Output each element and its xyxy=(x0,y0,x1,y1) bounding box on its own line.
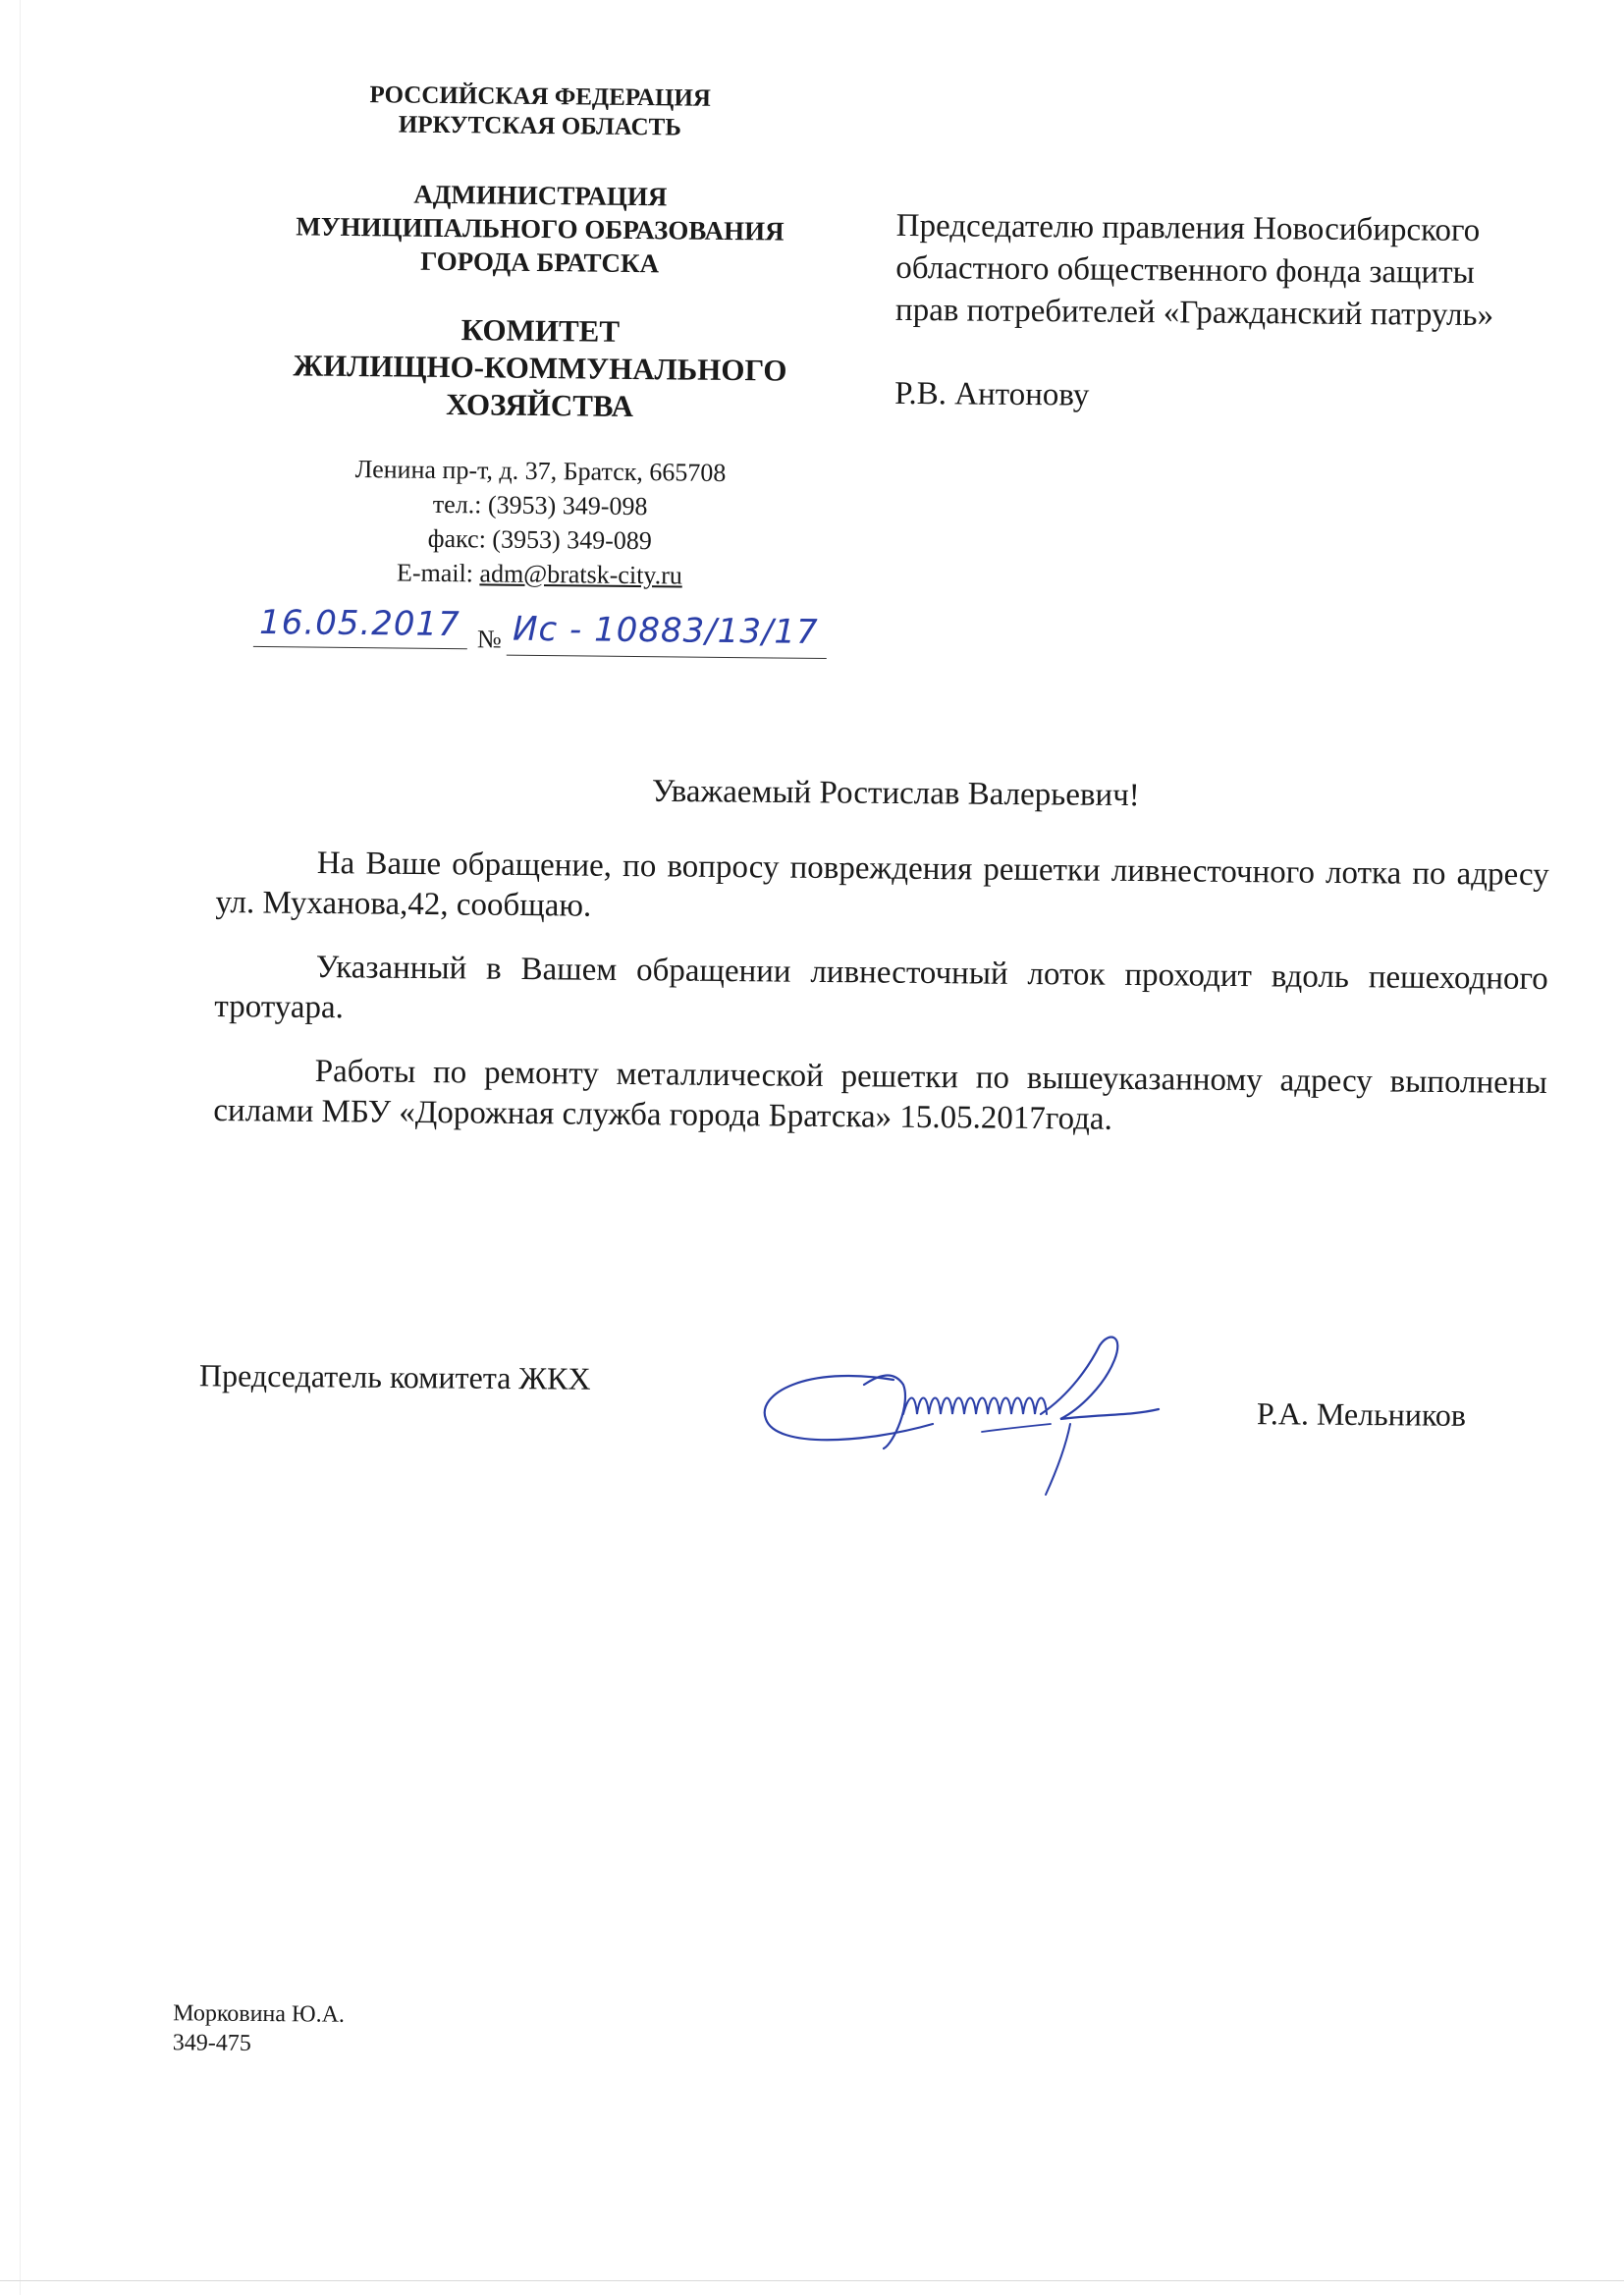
salutation: Уважаемый Ростислав Валерьевич! xyxy=(651,773,1140,814)
letterhead-country-block xyxy=(226,80,855,145)
registration-line xyxy=(253,603,834,668)
letterhead-phone: тел.: (3953) 349-098 xyxy=(432,489,648,521)
scan-left-edge xyxy=(20,0,21,2295)
executor-block xyxy=(173,1998,345,2059)
addressee-name: Р.В. Антонову xyxy=(894,375,1090,413)
letterhead-committee-line1: КОМИТЕТ xyxy=(460,312,621,349)
addressee-line3: прав потребителей «Гражданский патруль» xyxy=(894,292,1494,334)
executor-phone: 349-475 xyxy=(172,2030,251,2056)
letterhead-administration xyxy=(225,176,854,283)
body-paragraph-3: Работы по ремонту металлической решетки по вышеуказанному адресу выполнены силами МБУ «Дорожная служба города Братска» 15.05.2017года. xyxy=(213,1053,1547,1137)
letterhead-admin-line3: ГОРОДА БРАТСКА xyxy=(420,246,660,279)
letterhead-region: ИРКУТСКАЯ ОБЛАСТЬ xyxy=(398,111,681,141)
body-paragraph-1: На Ваше обращение, по вопросу повреждения решетки ливнесточного лотка по адресу ул. Муханова,42, сообщаю. xyxy=(215,845,1549,924)
letterhead-country: РОССИЙСКАЯ ФЕДЕРАЦИЯ xyxy=(369,82,712,112)
body-paragraph-2: Указанный в Вашем обращении ливнесточный лоток проходит вдоль пешеходного тротуара. xyxy=(214,949,1548,1026)
letterhead-committee-line2: ЖИЛИЩНО-КОММУНАЛЬНОГО xyxy=(293,348,787,388)
letterhead-contacts xyxy=(225,451,854,595)
letterhead-fax: факс: (3953) 349-089 xyxy=(427,523,653,556)
registration-number-underline xyxy=(507,655,827,659)
registration-number: Ис - 10883/13/17 xyxy=(512,609,819,652)
letterhead-email-row xyxy=(225,554,853,595)
registration-date: 16.05.2017 xyxy=(258,602,460,645)
scan-bottom-edge xyxy=(0,2280,1624,2281)
registration-date-underline xyxy=(253,646,467,649)
letterhead-email-label: E-mail: xyxy=(396,558,480,588)
letterhead-email-link[interactable]: adm@bratsk-city.ru xyxy=(479,559,683,590)
letterhead-committee xyxy=(225,309,854,428)
letterhead-address: Ленина пр-т, д. 37, Братск, 665708 xyxy=(354,455,727,487)
executor-name: Морковина Ю.А. xyxy=(173,2000,346,2028)
addressee-line1: Председателю правления Новосибирского xyxy=(895,207,1481,249)
handwritten-signature xyxy=(746,1326,1257,1503)
registration-number-label: № xyxy=(476,625,502,654)
letter-body xyxy=(213,843,1549,1144)
letterhead-admin-line2: МУНИЦИПАЛЬНОГО ОБРАЗОВАНИЯ xyxy=(296,211,785,246)
letterhead-admin-line1: АДМИНИСТРАЦИЯ xyxy=(413,179,668,212)
signatory-title: Председатель комитета ЖКХ xyxy=(198,1357,591,1396)
addressee-block xyxy=(894,205,1603,421)
letterhead xyxy=(226,82,854,591)
signatory-name: Р.А. Мельников xyxy=(1256,1395,1467,1433)
letterhead-committee-line3: ХОЗЯЙСТВА xyxy=(446,386,634,423)
addressee-line2: областного общественного фонда защиты xyxy=(895,249,1475,292)
